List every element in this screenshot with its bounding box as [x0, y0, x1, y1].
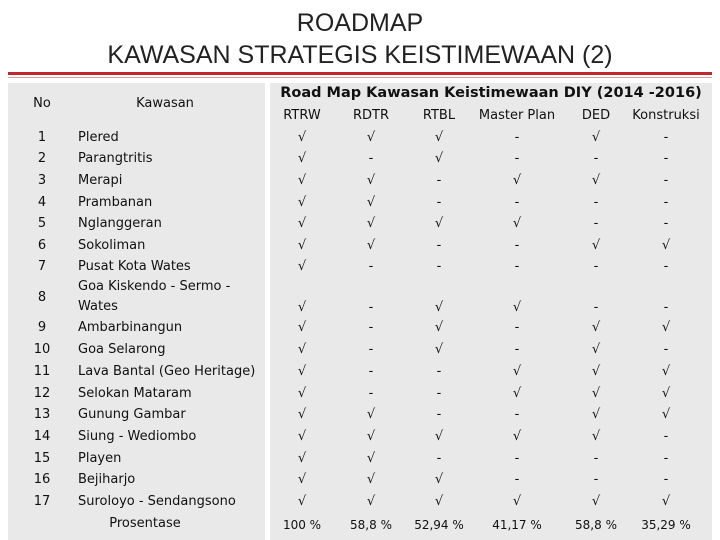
title-underline-thin: [8, 77, 712, 78]
percentage-value: 35,29 %: [641, 518, 691, 532]
check-mark: √: [366, 472, 376, 487]
check-mark: √: [512, 364, 522, 379]
check-mark: √: [366, 195, 376, 210]
row-number: 10: [33, 342, 51, 357]
title-line-1: ROADMAP: [296, 9, 424, 37]
check-mark: √: [366, 173, 376, 188]
dash-mark: -: [514, 195, 520, 210]
dash-mark: -: [368, 342, 374, 357]
dash-mark: -: [663, 151, 669, 166]
title-line-2: KAWASAN STRATEGIS KEISTIMEWAAN (2): [107, 41, 613, 69]
check-mark: √: [591, 494, 601, 509]
check-mark: √: [512, 216, 522, 231]
dash-mark: -: [514, 259, 520, 274]
check-mark: √: [434, 472, 444, 487]
kawasan-name: Nglanggeran: [78, 216, 162, 231]
dash-mark: -: [368, 386, 374, 401]
check-mark: √: [297, 259, 307, 274]
check-mark: √: [591, 130, 601, 145]
kawasan-name: Goa Selarong: [78, 342, 166, 357]
check-mark: √: [297, 151, 307, 166]
check-mark: √: [661, 386, 671, 401]
column-header: RTBL: [422, 108, 456, 123]
check-mark: √: [591, 429, 601, 444]
no-header: No: [33, 96, 51, 111]
check-mark: √: [512, 429, 522, 444]
check-mark: √: [434, 494, 444, 509]
kawasan-name: Parangtritis: [78, 151, 153, 166]
dash-mark: -: [514, 320, 520, 335]
kawasan-header: Kawasan: [136, 96, 194, 111]
percentage-value: 100 %: [282, 518, 322, 532]
kawasan-name: Siung - Wediombo: [78, 429, 197, 444]
check-mark: √: [591, 320, 601, 335]
row-number: 1: [37, 130, 47, 145]
check-mark: √: [366, 407, 376, 422]
kawasan-name: Plered: [78, 130, 119, 145]
kawasan-name: Wates: [78, 299, 118, 314]
dash-mark: -: [368, 320, 374, 335]
check-mark: √: [661, 494, 671, 509]
dash-mark: -: [514, 342, 520, 357]
dash-mark: -: [514, 472, 520, 487]
check-mark: √: [366, 130, 376, 145]
row-number: 13: [33, 407, 51, 422]
kawasan-name: Goa Kiskendo - Sermo -: [78, 279, 231, 294]
dash-mark: -: [436, 195, 442, 210]
dash-mark: -: [593, 195, 599, 210]
dash-mark: -: [663, 259, 669, 274]
row-number: 3: [37, 173, 47, 188]
check-mark: √: [297, 238, 307, 253]
check-mark: √: [297, 407, 307, 422]
kawasan-name: Ambarbinangun: [78, 320, 183, 335]
percentage-value: 41,17 %: [492, 518, 542, 532]
check-mark: √: [297, 195, 307, 210]
dash-mark: -: [514, 151, 520, 166]
dash-mark: -: [436, 259, 442, 274]
check-mark: √: [297, 429, 307, 444]
dash-mark: -: [663, 300, 669, 315]
check-mark: √: [297, 494, 307, 509]
dash-mark: -: [436, 364, 442, 379]
row-number: 4: [37, 195, 47, 210]
check-mark: √: [297, 451, 307, 466]
check-mark: √: [591, 342, 601, 357]
dash-mark: -: [663, 472, 669, 487]
kawasan-name: Gunung Gambar: [78, 407, 186, 422]
kawasan-name: Lava Bantal (Geo Heritage): [78, 364, 256, 379]
dash-mark: -: [663, 429, 669, 444]
dash-mark: -: [593, 216, 599, 231]
check-mark: √: [661, 320, 671, 335]
dash-mark: -: [514, 238, 520, 253]
kawasan-name: Prambanan: [78, 195, 153, 210]
row-number: 2: [37, 151, 47, 166]
dash-mark: -: [593, 451, 599, 466]
check-mark: √: [366, 429, 376, 444]
row-number: 17: [33, 494, 51, 509]
dash-mark: -: [663, 130, 669, 145]
check-mark: √: [297, 342, 307, 357]
check-mark: √: [434, 300, 444, 315]
check-mark: √: [297, 364, 307, 379]
check-mark: √: [297, 472, 307, 487]
dash-mark: -: [436, 173, 442, 188]
check-mark: √: [297, 173, 307, 188]
check-mark: √: [366, 494, 376, 509]
check-mark: √: [434, 151, 444, 166]
row-number: 15: [33, 451, 51, 466]
footer-label: Prosentase: [109, 516, 181, 531]
kawasan-name: Playen: [78, 451, 122, 466]
column-header: Konstruksi: [632, 108, 700, 123]
percentage-value: 52,94 %: [414, 518, 464, 532]
dash-mark: -: [663, 173, 669, 188]
dash-mark: -: [368, 300, 374, 315]
check-mark: √: [434, 130, 444, 145]
column-header: RTRW: [283, 108, 321, 123]
kawasan-name: Pusat Kota Wates: [78, 259, 191, 274]
column-header: RDTR: [352, 108, 390, 123]
check-mark: √: [591, 386, 601, 401]
dash-mark: -: [368, 259, 374, 274]
dash-mark: -: [514, 130, 520, 145]
check-mark: √: [591, 173, 601, 188]
dash-mark: -: [436, 451, 442, 466]
dash-mark: -: [593, 300, 599, 315]
check-mark: √: [434, 342, 444, 357]
check-mark: √: [297, 216, 307, 231]
column-header: Master Plan: [478, 108, 556, 123]
check-mark: √: [434, 216, 444, 231]
kawasan-name: Bejiharjo: [78, 472, 136, 487]
dash-mark: -: [436, 407, 442, 422]
check-mark: √: [661, 407, 671, 422]
check-mark: √: [512, 494, 522, 509]
check-mark: √: [661, 364, 671, 379]
dash-mark: -: [368, 151, 374, 166]
dash-mark: -: [514, 451, 520, 466]
row-number: 14: [33, 429, 51, 444]
check-mark: √: [366, 238, 376, 253]
column-header: DED: [581, 108, 611, 123]
percentage-value: 58,8 %: [350, 518, 392, 532]
dash-mark: -: [663, 342, 669, 357]
row-number: 16: [33, 472, 51, 487]
kawasan-name: Sokoliman: [78, 238, 146, 253]
row-number: 7: [37, 259, 47, 274]
dash-mark: -: [663, 451, 669, 466]
dash-mark: -: [593, 472, 599, 487]
check-mark: √: [297, 320, 307, 335]
roadmap-header: Road Map Kawasan Keistimewaan DIY (2014 -2016): [280, 85, 702, 101]
row-number: 11: [33, 364, 51, 379]
dash-mark: -: [436, 238, 442, 253]
check-mark: √: [512, 300, 522, 315]
check-mark: √: [366, 216, 376, 231]
percentage-value: 58,8 %: [575, 518, 617, 532]
kawasan-name: Merapi: [78, 173, 123, 188]
dash-mark: -: [663, 195, 669, 210]
row-number: 6: [37, 238, 47, 253]
dash-mark: -: [514, 407, 520, 422]
check-mark: √: [661, 238, 671, 253]
dash-mark: -: [593, 259, 599, 274]
dash-mark: -: [436, 386, 442, 401]
check-mark: √: [434, 320, 444, 335]
check-mark: √: [512, 386, 522, 401]
check-mark: √: [366, 451, 376, 466]
dash-mark: -: [368, 364, 374, 379]
kawasan-name: Suroloyo - Sendangsono: [78, 494, 236, 509]
row-number: 5: [37, 216, 47, 231]
row-number: 9: [37, 320, 47, 335]
dash-mark: -: [663, 216, 669, 231]
check-mark: √: [434, 429, 444, 444]
check-mark: √: [591, 364, 601, 379]
check-mark: √: [297, 386, 307, 401]
check-mark: √: [297, 130, 307, 145]
row-number: 8: [37, 290, 47, 305]
dash-mark: -: [593, 151, 599, 166]
kawasan-name: Selokan Mataram: [78, 386, 192, 401]
title-underline: [8, 72, 712, 75]
check-mark: √: [591, 238, 601, 253]
check-mark: √: [512, 173, 522, 188]
row-number: 12: [33, 386, 51, 401]
check-mark: √: [297, 300, 307, 315]
check-mark: √: [591, 407, 601, 422]
